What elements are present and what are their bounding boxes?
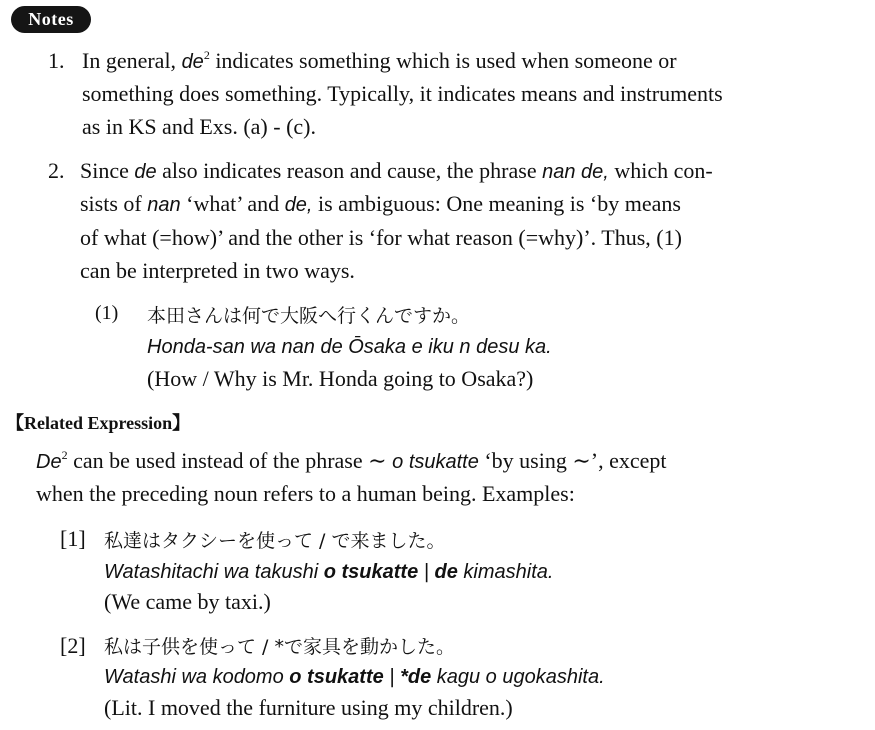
example-3-translation: (Lit. I moved the furniture using my children.) [104,695,513,720]
note2-line1: Since de also indicates reason and cause, the phrase nan de, which con- [80,158,713,183]
note1-line1: In general, $de^2$ indicates something which is used when someone or [82,48,677,73]
example-2-label: [1] [60,526,86,551]
note1-line3: as in KS and Exs. (a) - (c). [82,114,316,139]
example-3-japanese: 私は子供を使って / *で家具を動かした。 [104,636,455,658]
example-3-romaji: Watashi wa kodomo o tsukatte | *de kagu o ugokashita. [104,666,605,688]
example-2-romaji: Watashitachi wa takushi o tsukatte | de kimashita. [104,561,554,583]
related-line2: when the preceding noun refers to a human being. Examples: [36,481,575,506]
notes-badge: Notes [11,6,91,33]
example1-label: (1) [95,302,119,324]
related-heading: 【Related Expression】 [6,413,191,433]
note2-number: 2. [48,158,65,183]
note1-number: 1. [48,48,65,73]
example1-romaji: Honda-san wa nan de Ōsaka e iku n desu ka. [147,336,552,358]
note2-line2: sists of nan ‘what’ and de, is ambiguous: One meaning is ‘by means [80,191,681,216]
note1-line2: something does something. Typically, it indicates means and instruments [82,81,723,106]
example1-translation: (How / Why is Mr. Honda going to Osaka?) [147,366,534,391]
example1-japanese: 本田さんは何で大阪へ行くんですか。 [147,305,471,327]
example-3-label: [2] [60,633,86,658]
example-2-translation: (We came by taxi.) [104,589,271,614]
related-line1: De$^2$ can be used instead of the phrase ∼ o tsukatte ‘by using ∼’, except [36,448,667,473]
note2-line3: of what (=how)’ and the other is ‘for what reason (=why)’. Thus, (1) [80,225,682,250]
example-2-japanese: 私達はタクシーを使って / で来ました。 [104,530,446,552]
note2-line4: can be interpreted in two ways. [80,258,355,283]
